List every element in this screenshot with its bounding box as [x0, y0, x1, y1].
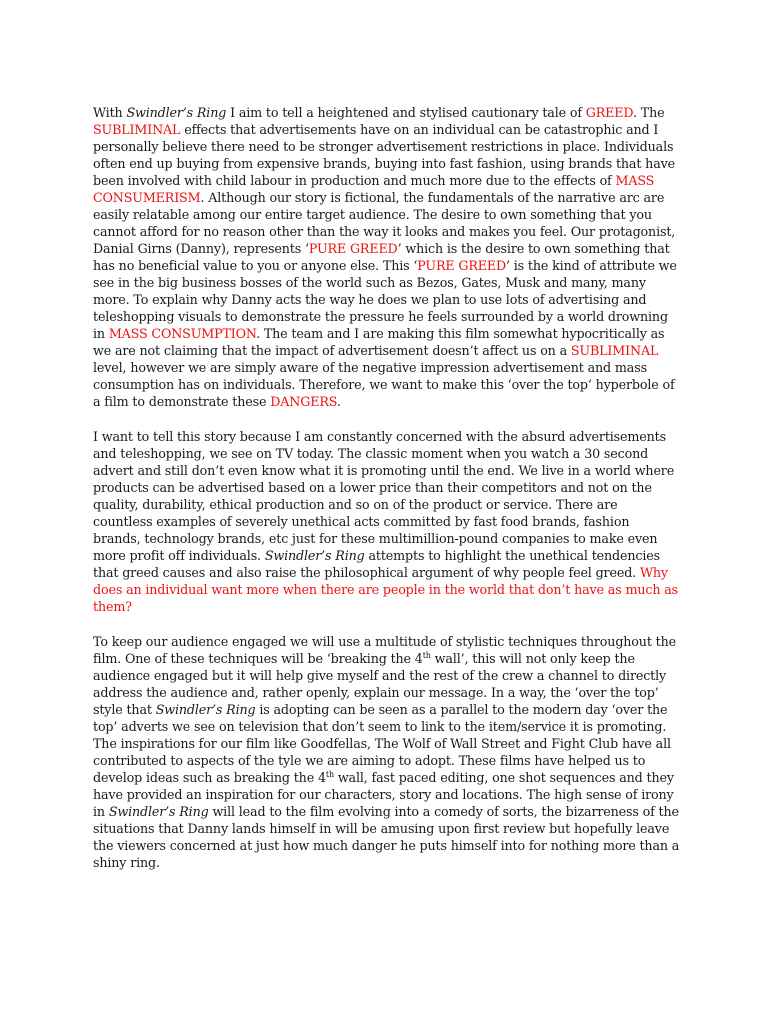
body-text: I want to tell this story because I am constantly concerned with the absurd advertisements and teleshopping, we see on TV today. The classic moment when you watch a 30 second advert and still don’t even know what it is promoting until the end. We live in a world where products can be advertised based on a lower price than their competitors and not on the quality, durability, ethical production and so on of the product or service. There are countless examples of severely unethical acts committed by fast food brands, fashion brands, technology brands, etc just for these multimillion-pound companies to make even more profit off individuals.	[93, 429, 675, 563]
body-text: To keep our audience engaged we will use a multitude of stylistic techniques throughout the film. One of these techniques will be ‘breaking the 4	[93, 634, 676, 666]
highlighted-text: MASS CONSUMPTION	[108, 326, 257, 341]
paragraph-2	[93, 428, 680, 615]
highlighted-text: MASS CONSUMERISM	[93, 173, 655, 205]
body-text: effects that advertisements have on an individual can be catastrophic and I personally believe there need to be stronger advertisement restrictions in place. Individuals often end up buying from expensive brands, buying into fast fashion, using brands that have been involved with child labour in production and much more due to the effects of	[93, 122, 675, 188]
body-text: attempts to highlight the unethical tendencies that greed causes and also raise the philosophical argument of why people feel greed.	[93, 548, 660, 580]
body-text: level, however we are simply aware of the negative impression advertisement and mass consumption has on individuals. Therefore, we want to make this ‘over the top’ hyperbole of a film to demonstrate these	[93, 360, 675, 409]
highlighted-text: DANGERS	[270, 394, 337, 409]
paragraph-3	[93, 633, 680, 871]
highlighted-text: GREED	[585, 105, 633, 120]
body-text: . The	[632, 105, 665, 120]
italic-title: Swindler’s Ring	[108, 804, 209, 819]
body-text: .	[336, 394, 341, 409]
body-text: . Although our story is fictional, the fundamentals of the narrative arc are easily relatable among our entire target audience. The desire to own something that you cannot afford for no reason other than the way it looks and makes you feel. Our protagonist, Danial Girns (Danny), represents ‘	[93, 190, 676, 256]
highlighted-text: Why does an individual want more when there are people in the world that don’t have as much as them?	[93, 565, 679, 614]
italic-title: Swindler’s Ring	[155, 702, 256, 717]
highlighted-text: SUBLIMINAL	[570, 343, 659, 358]
highlighted-text: PURE GREED	[308, 241, 398, 256]
superscript: th	[325, 769, 334, 779]
body-text: wall, fast paced editing, one shot sequences and they have provided an inspiration for our characters, story and locations. The high sense of irony in	[93, 770, 674, 819]
body-text: will lead to the film evolving into a comedy of sorts, the bizarreness of the situations that Danny lands himself in will be amusing upon first review but hopefully leave the viewers concerned at just how much danger he puts himself into for nothing more than a shiny ring.	[93, 804, 680, 870]
italic-title: Swindler’s Ring	[126, 105, 227, 120]
superscript: th	[422, 650, 431, 660]
italic-title: Swindler’s Ring	[264, 548, 365, 563]
body-text: . The team and I are making this film somewhat hypocritically as we are not claiming that the impact of advertisement doesn’t affect us on a	[93, 326, 665, 358]
body-text: wall’, this will not only keep the audience engaged but it will help give myself and the rest of the crew a channel to directly address the audience and, rather openly, explain our message. In a way, the ‘over the top’ style that	[93, 651, 667, 717]
paragraph-1	[93, 104, 680, 410]
body-text: ’ is the kind of attribute we see in the big business bosses of the world such as Bezos, Gates, Musk and many, many more. To explain why Danny acts the way he does we plan to use lots of advertising and teleshopping visuals to demonstrate the pressure he feels surrounded by a world drowning in	[93, 258, 677, 341]
body-text: I aim to tell a heightened and stylised cautionary tale of	[226, 105, 586, 120]
highlighted-text: PURE GREED	[417, 258, 506, 273]
body-text: With	[93, 105, 127, 120]
body-text: is adopting can be seen as a parallel to the modern day ‘over the top’ adverts we see on television that don’t seem to link to the item/service it is promoting. The inspirations for our film like Goodfellas, The Wolf of Wall Street and Fight Club have all contributed to aspects of the tyle we are aiming to adopt. These films have helped us to develop ideas such as breaking the 4	[93, 702, 671, 785]
body-text: ’ which is the desire to own something that has no beneficial value to you or anyone else. This ‘	[93, 241, 670, 273]
highlighted-text: SUBLIMINAL	[93, 122, 181, 137]
